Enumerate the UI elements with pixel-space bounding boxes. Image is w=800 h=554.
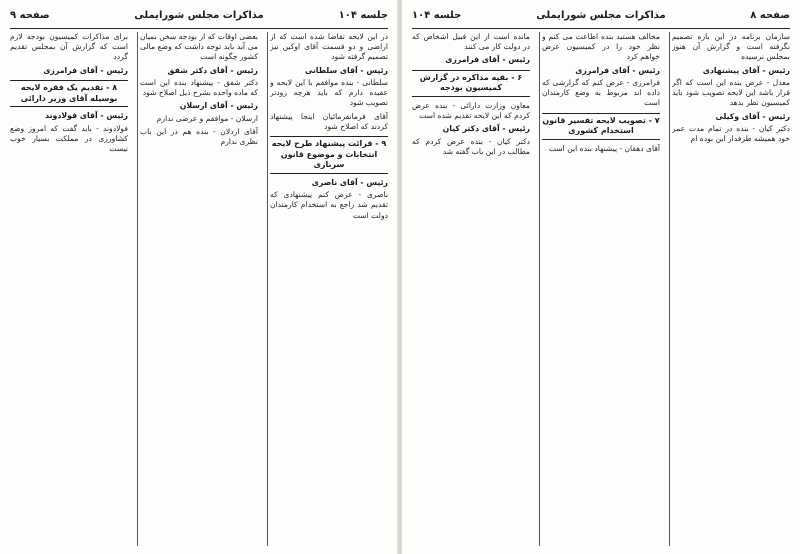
paragraph: آقای دهقان - پیشنهاد بنده این است [548,143,660,153]
paragraph: دکتر کیان - بنده عرض کردم که مطالب در این باب گفته شد [412,136,530,157]
left-column-divider [137,32,138,546]
paragraph: فرامرزی - عرض کنم که گزارشی که داده اند مربوط به وضع کارمندان است [542,78,660,108]
paragraph: آقای اردلان - بنده هم در این باب نظری ندارم [140,127,258,147]
left-column-2 [140,32,258,546]
left-page-number: صفحه ۹ [10,10,50,21]
paragraph: سلطانی - بنده موافقم با این لایحه و عقیده دارم که باید هرچه زودتر تصویب شود [270,78,388,108]
speaker-line: رئیس - آقای ناصری [311,177,388,187]
paragraph: برای مذاکرات کمیسیون بودجه لازم است که گزارش آن بمجلس تقدیم گردد [10,32,128,62]
paragraph: معاون وزارت دارائی - بنده عرض کردم که این لایحه تقدیم شده است [412,101,530,121]
speaker-line: رئیس - آقای فولادوند [45,111,128,121]
paragraph: آقای فرمانفرمائیان اینجا پیشنهاد کردند که اصلاح شود [270,111,388,131]
speaker-line: رئیس - آقای پیشنهادی [702,65,790,75]
paragraph: سازمان برنامه در این باره تصمیم نگرفته است و گزارش آن هنوز بمجلس نرسیده [672,32,790,62]
section-heading: ۹ - قرائت پیشنهاد طرح لایحه انتخابات و موضوع قانون سربازی [270,136,388,174]
left-session-label: جلسه ۱۰۴ [338,10,388,21]
paragraph: بعضی اوقات که از بودجه سخن بمیان می آید باید توجه داشت که وضع مالی کشور چگونه است [140,32,258,62]
right-page-title: مذاکرات مجلس شورایملی [536,10,666,21]
right-column-2 [542,32,660,546]
paragraph: مانده است از این قبیل اشخاص که در دولت کار می کنند [412,32,530,52]
speaker-line: رئیس - آقای دکتر شفق [167,65,258,75]
left-column-1 [270,32,388,546]
left-page-title: مذاکرات مجلس شورایملی [134,10,264,21]
paragraph: معدل - عرض بنده این است که اگر قرار باشد این لایحه تصویب شود باید کمیسیون نظر بدهد [672,78,790,108]
left-header-rule [10,28,388,29]
speaker-line: رئیس - آقای فرامرزی [445,55,530,65]
left-column-divider [267,32,268,546]
paragraph: فولادوند - باید گفت که امروز وضع کشاورزی در مملکت بسیار خوب نیست [10,123,128,154]
paragraph: ارسلان - موافقم و عرضی ندارم [156,113,258,123]
left-column-3 [10,32,128,546]
section-heading: ۷ - تصویب لایحه تفسیر قانون استخدام کشوری [542,113,660,140]
paragraph: ناصری - عرض کنم پیشنهادی که تقدیم شد راجع به استخدام کارمندان دولت است [270,190,388,220]
right-column-1 [672,32,790,546]
right-header-rule [412,28,790,29]
paragraph: در این لایحه تقاضا شده است که از اراضی و دو قسمت آقای اوکین نیز تصمیم گرفته شود [270,32,388,62]
section-heading: ۶ - بقیه مذاکره در گزارش کمیسیون بودجه [412,70,530,97]
paragraph: دکتر کیان - بنده در تمام مدت عمر خود همیشه طرفدار این بوده ام [672,124,790,144]
speaker-line: رئیس - آقای دکتر کیان [442,124,530,134]
speaker-line: رئیس - آقای فرامرزی [575,65,660,75]
paragraph: دکتر شفق - پیشنهاد بنده این است که ماده واحده بشرح ذیل اصلاح شود [140,78,258,98]
paragraph: مخالف هستید بنده اطاعت می کنم و نظر خود را در کمیسیون عرض خواهم کرد [542,32,660,62]
left-page [0,0,398,554]
left-page-header [10,10,388,28]
speaker-line: رئیس - آقای ارسلان [179,101,258,111]
right-column-3 [412,32,530,546]
right-page-header [412,10,790,28]
speaker-line: رئیس - آقای وکیلی [715,111,790,121]
right-session-label: جلسه ۱۰۴ [412,10,462,21]
right-page-number: صفحه ۸ [750,10,790,21]
right-column-divider [539,32,540,546]
section-heading: ۸ - تقدیم یک فقره لایحه بوسیله آقای وزیر دارائی [10,80,128,107]
right-page [402,0,800,554]
speaker-line: رئیس - آقای فرامرزی [43,65,128,75]
speaker-line: رئیس - آقای سلطانی [304,65,388,75]
right-column-divider [669,32,670,546]
